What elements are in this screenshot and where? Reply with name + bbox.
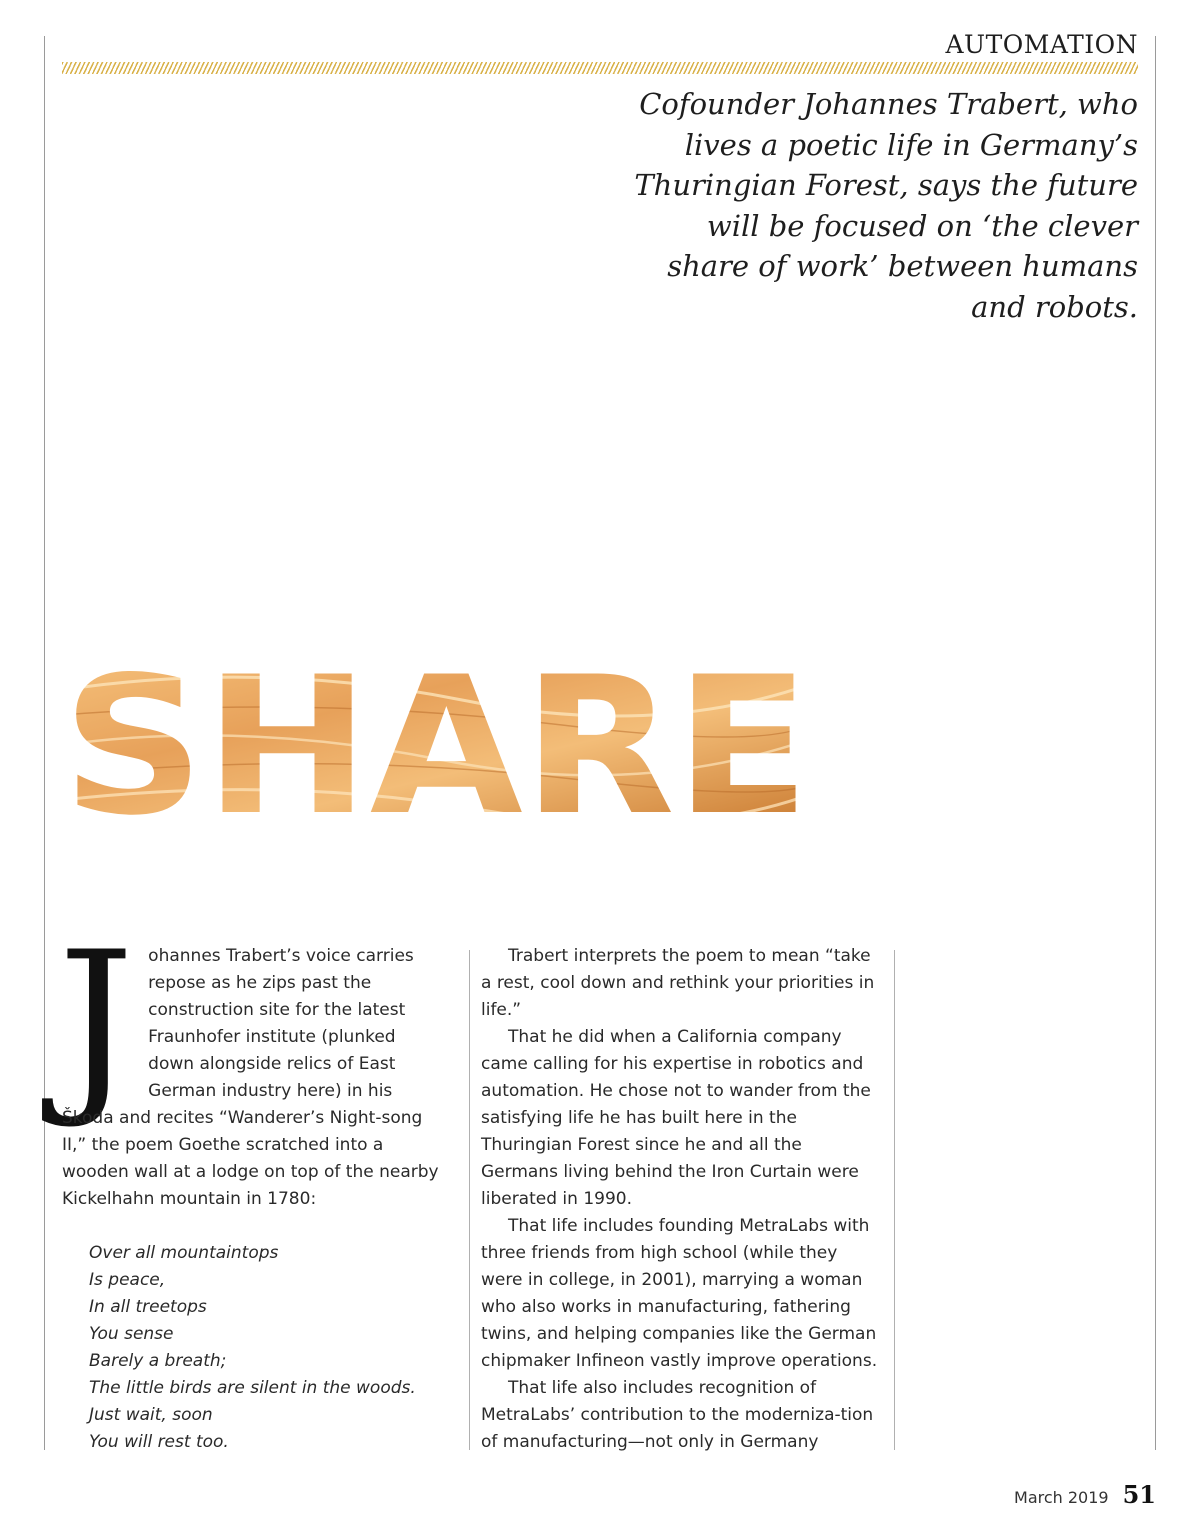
article-opening-paragraph: ohannes Trabert’s voice carries repose as he zips past the construction site for the latest Fraunhofer institute (plunked down alongside relics of East German industry here) in his Škoda and recites “Wanderer’s Night-song II,” the poem Goethe scratched into a wooden wall at a lodge on top of the nearby Kickelhahn mountain in 1780: [62,946,439,1209]
issue-date: March 2019 [1014,1488,1109,1507]
section-label: AUTOMATION [945,30,1138,59]
page-number: 51 [1122,1480,1156,1509]
poem-line: You sense [89,1324,174,1344]
poem-line: Is peace, [89,1270,166,1290]
article-paragraph: That he did when a California company came calling for his expertise in robotics and automation. He chose not to wander from the satisfying life he has built here in the Thuringian Forest since he and all the Germans living behind the Iron Curtain were liberated in 1990. [481,1027,871,1209]
article-paragraph: Trabert interprets the poem to mean “take a rest, cool down and rethink your priorities in life.” [481,946,875,1020]
decorative-hatch-band [62,62,1138,74]
poem-line: You will rest too. [89,1432,229,1452]
poem-line: Over all mountaintops [89,1243,279,1263]
poem-line: The little birds are silent in the woods. [89,1378,416,1398]
poem-line: In all treetops [89,1297,207,1317]
column-divider-right [894,950,895,1450]
column-divider [469,950,470,1450]
poem-line: Barely a breath; [89,1351,227,1371]
poem-block [89,1240,444,1456]
article-paragraph: That life also includes recognition of MetraLabs’ contribution to the moderniza-tion of manufacturing—not only in Germany [481,1378,874,1452]
left-margin-rule [44,36,45,1450]
headline-svg [62,650,822,830]
right-margin-rule [1155,36,1156,1450]
headline-text: SHARE [62,650,810,830]
article-column-left [58,911,444,1456]
poem-line: Just wait, soon [89,1405,213,1425]
article-paragraph: That life includes founding MetraLabs with three friends from high school (while they were in college, in 2001), marrying a woman who also works in manufacturing, fathering twins, and helping companies like the German chipmaker Infineon vastly improve operations. [481,1216,878,1371]
page-footer [1014,1480,1156,1509]
article-column-right [481,943,881,1456]
headline-graphic [62,650,822,830]
drop-cap: J [58,911,135,1132]
article-deck: Cofounder Johannes Trabert, who lives a poetic life in Germany’s Thuringian Forest, says the future will be focused on ‘the clever share of work’ between humans and robots. [634,87,1138,324]
